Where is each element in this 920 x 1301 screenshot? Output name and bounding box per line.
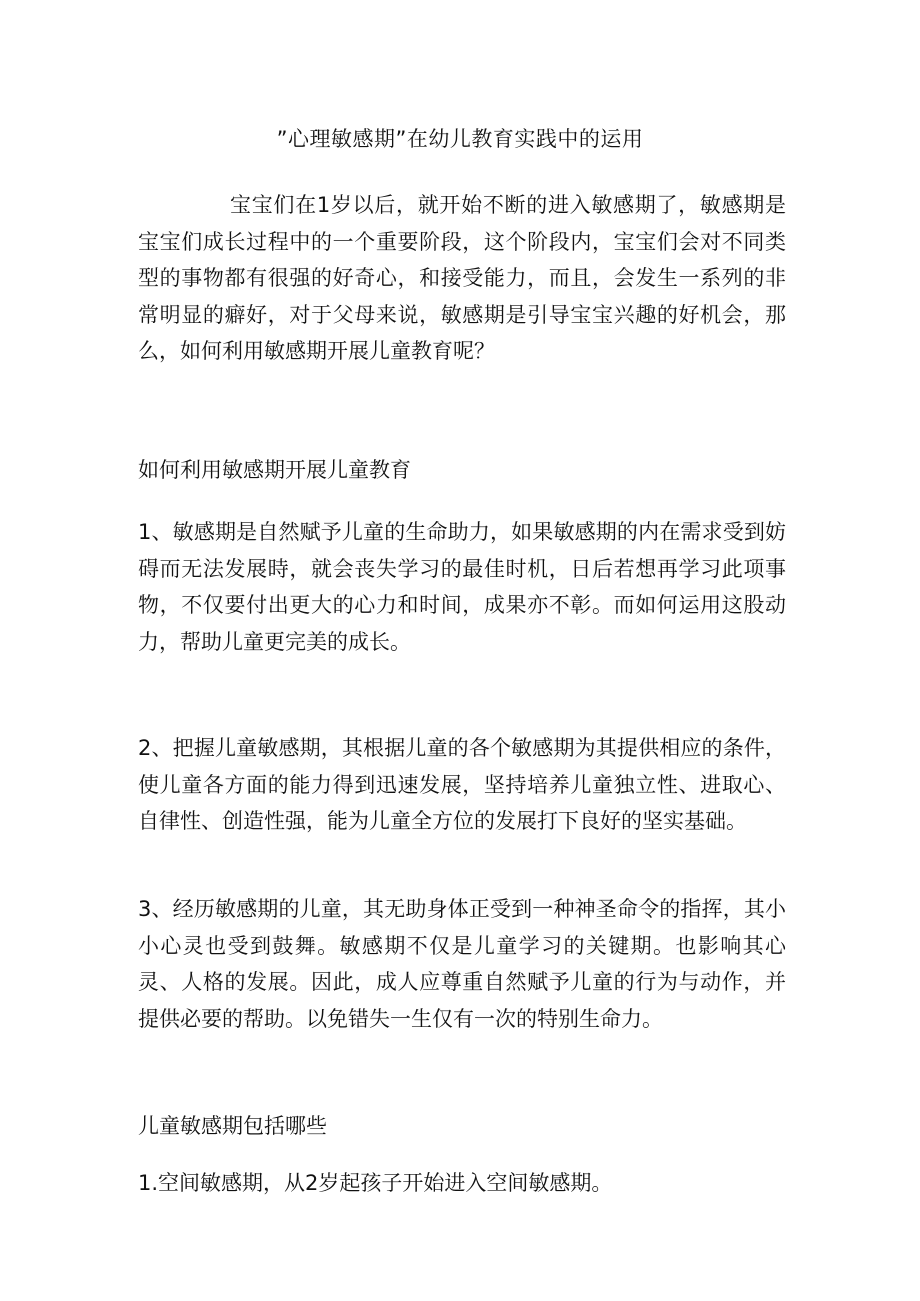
document-title: ”心理敏感期”在幼儿教育实践中的运用	[276, 127, 644, 151]
section-heading-how-to-use: 如何利用敏感期开展儿童教育	[138, 458, 411, 482]
intro-paragraph: 宝宝们在1岁以后，就开始不断的进入敏感期了，敏感期是宝宝们成长过程中的一个重要阶段，这个阶段内，宝宝们会对不同类型的事物都有很强的好奇心，和接受能力，而且，会发生一系列的非常明显的癖好，对于父母来说，敏感期是引导宝宝兴趣的好机会，那么，如何利用敏感期开展儿童教育呢？	[138, 193, 786, 364]
section-heading-types: 儿童敏感期包括哪些	[138, 1114, 327, 1138]
point-1-paragraph: 1、敏感期是自然赋予儿童的生命助力，如果敏感期的内在需求受到妨碍而无法发展時，就会丧失学习的最佳时机，日后若想再学习此项事物，不仅要付出更大的心力和时间，成果亦不彰。而如何运用这股动力，帮助儿童更完美的成长。	[138, 520, 786, 654]
point-3-paragraph: 3、经历敏感期的儿童，其无助身体正受到一种神圣命令的指挥，其小小心灵也受到鼓舞。敏感期不仅是儿童学习的关键期。也影响其心灵、人格的发展。因此，成人应尊重自然赋予儿童的行为与动作，并提供必要的帮助。以免错失一生仅有一次的特别生命力。	[138, 897, 786, 1031]
point-2-paragraph: 2、把握儿童敏感期，其根据儿童的各个敏感期为其提供相应的条件，使儿童各方面的能力得到迅速发展，坚持培养儿童独立性、进取心、自律性、创造性强，能为儿童全方位的发展打下良好的坚实基础。	[138, 736, 786, 834]
list-item-spatial-sensitivity: 1.空间敏感期，从2岁起孩子开始进入空间敏感期。	[138, 1171, 613, 1195]
